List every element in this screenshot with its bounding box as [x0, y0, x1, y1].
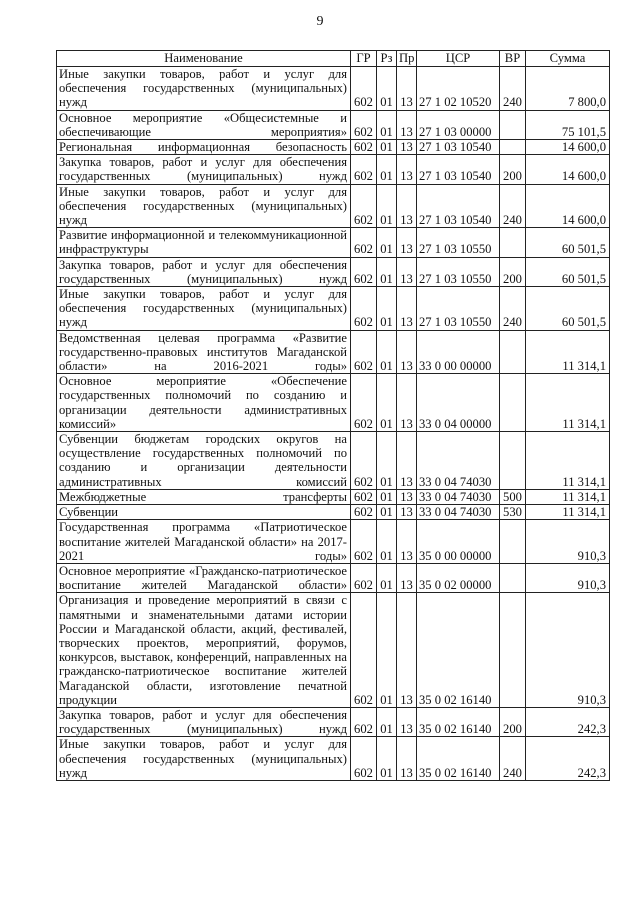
row-gr-cell: 602	[351, 707, 377, 736]
table-row	[57, 257, 610, 286]
row-csr-cell: 35 0 02 16140	[417, 593, 500, 708]
row-name-cell: Основное мероприятие «Гражданско-патриотическое воспитание жителей Магаданской области»	[57, 563, 351, 592]
row-csr-cell: 33 0 04 74030	[417, 505, 500, 520]
row-rz-cell: 01	[377, 330, 397, 374]
row-sum-cell: 910,3	[526, 593, 610, 708]
table-row	[57, 489, 610, 504]
row-gr-cell: 602	[351, 520, 377, 564]
row-csr-cell: 33 0 04 74030	[417, 489, 500, 504]
row-rz-cell: 01	[377, 257, 397, 286]
row-name-cell: Иные закупки товаров, работ и услуг для обеспечения государственных (муниципальных) нужд	[57, 287, 351, 331]
row-sum-cell: 60 501,5	[526, 228, 610, 257]
column-header-sum: Сумма	[526, 51, 610, 67]
row-csr-cell: 33 0 00 00000	[417, 330, 500, 374]
row-sum-cell: 14 600,0	[526, 184, 610, 228]
row-sum-cell: 242,3	[526, 737, 610, 781]
row-csr-cell: 27 1 03 10550	[417, 287, 500, 331]
table-row	[57, 520, 610, 564]
row-rz-cell: 01	[377, 737, 397, 781]
row-name-cell: Ведомственная целевая программа «Развитие государственно-правовых институтов Магаданской области» на 2016-2021 годы»	[57, 330, 351, 374]
table-row	[57, 228, 610, 257]
row-csr-cell: 27 1 03 10550	[417, 228, 500, 257]
table-row	[57, 707, 610, 736]
row-name-cell: Закупка товаров, работ и услуг для обеспечения государственных (муниципальных) нужд	[57, 257, 351, 286]
row-csr-cell: 35 0 00 00000	[417, 520, 500, 564]
row-pr-cell: 13	[397, 228, 417, 257]
row-rz-cell: 01	[377, 520, 397, 564]
row-vr-cell: 500	[500, 489, 526, 504]
row-csr-cell: 35 0 02 16140	[417, 707, 500, 736]
table-row	[57, 184, 610, 228]
row-sum-cell: 11 314,1	[526, 330, 610, 374]
row-name-cell: Развитие информационной и телекоммуникационной инфраструктуры	[57, 228, 351, 257]
row-pr-cell: 13	[397, 489, 417, 504]
row-pr-cell: 13	[397, 184, 417, 228]
row-vr-cell	[500, 432, 526, 490]
column-header-vr: ВР	[500, 51, 526, 67]
row-vr-cell	[500, 228, 526, 257]
row-rz-cell: 01	[377, 489, 397, 504]
row-sum-cell: 14 600,0	[526, 155, 610, 184]
row-gr-cell: 602	[351, 374, 377, 432]
row-sum-cell: 910,3	[526, 520, 610, 564]
row-name-cell: Иные закупки товаров, работ и услуг для обеспечения государственных (муниципальных) нужд	[57, 184, 351, 228]
row-name-cell: Закупка товаров, работ и услуг для обеспечения государственных (муниципальных) нужд	[57, 707, 351, 736]
row-csr-cell: 35 0 02 00000	[417, 563, 500, 592]
row-vr-cell: 200	[500, 707, 526, 736]
row-gr-cell: 602	[351, 228, 377, 257]
row-vr-cell: 200	[500, 155, 526, 184]
row-vr-cell	[500, 110, 526, 139]
row-pr-cell: 13	[397, 330, 417, 374]
row-gr-cell: 602	[351, 563, 377, 592]
row-name-cell: Основное мероприятие «Общесистемные и обеспечивающие мероприятия»	[57, 110, 351, 139]
row-gr-cell: 602	[351, 330, 377, 374]
row-csr-cell: 35 0 02 16140	[417, 737, 500, 781]
table-header-row	[57, 51, 610, 67]
row-sum-cell: 75 101,5	[526, 110, 610, 139]
row-vr-cell: 530	[500, 505, 526, 520]
row-gr-cell: 602	[351, 489, 377, 504]
row-sum-cell: 11 314,1	[526, 374, 610, 432]
row-rz-cell: 01	[377, 374, 397, 432]
table-row	[57, 67, 610, 111]
row-rz-cell: 01	[377, 67, 397, 111]
row-pr-cell: 13	[397, 257, 417, 286]
row-name-cell: Организация и проведение мероприятий в связи с памятными и знаменательными датами истории России и Магаданской области, акций, фестивалей, творческих проектов, мероприятий, форумов, конкурсов, выставок, конференций, направленных на гражданско-патриотическое воспитание жителей Магаданской области, изготовление печатной продукции	[57, 593, 351, 708]
row-gr-cell: 602	[351, 737, 377, 781]
row-vr-cell: 240	[500, 67, 526, 111]
row-vr-cell	[500, 520, 526, 564]
row-csr-cell: 27 1 02 10520	[417, 67, 500, 111]
row-csr-cell: 33 0 04 74030	[417, 432, 500, 490]
row-csr-cell: 27 1 03 10550	[417, 257, 500, 286]
row-vr-cell: 240	[500, 184, 526, 228]
row-name-cell: Иные закупки товаров, работ и услуг для обеспечения государственных (муниципальных) нужд	[57, 737, 351, 781]
row-pr-cell: 13	[397, 707, 417, 736]
table-row	[57, 110, 610, 139]
row-name-cell: Межбюджетные трансферты	[57, 489, 351, 504]
row-name-cell: Государственная программа «Патриотическое воспитание жителей Магаданской области» на 2017-2021 годы»	[57, 520, 351, 564]
row-rz-cell: 01	[377, 110, 397, 139]
row-pr-cell: 13	[397, 520, 417, 564]
table-row	[57, 505, 610, 520]
row-name-cell: Региональная информационная безопасность	[57, 140, 351, 155]
row-sum-cell: 910,3	[526, 563, 610, 592]
row-name-cell: Субвенции бюджетам городских округов на осуществление государственных полномочий по созданию и организации деятельности административных комиссий	[57, 432, 351, 490]
row-vr-cell	[500, 374, 526, 432]
table-row	[57, 374, 610, 432]
row-gr-cell: 602	[351, 432, 377, 490]
column-header-rz: Рз	[377, 51, 397, 67]
row-gr-cell: 602	[351, 110, 377, 139]
row-gr-cell: 602	[351, 593, 377, 708]
row-csr-cell: 27 1 03 10540	[417, 155, 500, 184]
column-header-csr: ЦСР	[417, 51, 500, 67]
row-vr-cell	[500, 593, 526, 708]
table-row	[57, 155, 610, 184]
row-sum-cell: 242,3	[526, 707, 610, 736]
column-header-gr: ГР	[351, 51, 377, 67]
table-row	[57, 140, 610, 155]
row-pr-cell: 13	[397, 737, 417, 781]
row-name-cell: Иные закупки товаров, работ и услуг для обеспечения государственных (муниципальных) нужд	[57, 67, 351, 111]
row-gr-cell: 602	[351, 140, 377, 155]
row-pr-cell: 13	[397, 593, 417, 708]
row-rz-cell: 01	[377, 140, 397, 155]
row-rz-cell: 01	[377, 228, 397, 257]
row-gr-cell: 602	[351, 67, 377, 111]
table-row	[57, 287, 610, 331]
row-sum-cell: 11 314,1	[526, 505, 610, 520]
row-sum-cell: 60 501,5	[526, 257, 610, 286]
row-pr-cell: 13	[397, 563, 417, 592]
row-name-cell: Основное мероприятие «Обеспечение государственных полномочий по созданию и организации деятельности административных комиссий»	[57, 374, 351, 432]
table-row	[57, 593, 610, 708]
column-header-pr: Пр	[397, 51, 417, 67]
table-row	[57, 563, 610, 592]
row-rz-cell: 01	[377, 155, 397, 184]
row-pr-cell: 13	[397, 287, 417, 331]
row-vr-cell	[500, 330, 526, 374]
row-csr-cell: 33 0 04 00000	[417, 374, 500, 432]
table-row	[57, 737, 610, 781]
row-gr-cell: 602	[351, 257, 377, 286]
row-pr-cell: 13	[397, 505, 417, 520]
row-pr-cell: 13	[397, 155, 417, 184]
row-vr-cell: 240	[500, 737, 526, 781]
row-csr-cell: 27 1 03 10540	[417, 140, 500, 155]
row-csr-cell: 27 1 03 10540	[417, 184, 500, 228]
row-rz-cell: 01	[377, 505, 397, 520]
row-vr-cell: 240	[500, 287, 526, 331]
row-gr-cell: 602	[351, 505, 377, 520]
row-sum-cell: 14 600,0	[526, 140, 610, 155]
row-pr-cell: 13	[397, 110, 417, 139]
row-pr-cell: 13	[397, 67, 417, 111]
row-gr-cell: 602	[351, 155, 377, 184]
row-vr-cell	[500, 563, 526, 592]
column-header-name: Наименование	[57, 51, 351, 67]
row-pr-cell: 13	[397, 374, 417, 432]
row-gr-cell: 602	[351, 287, 377, 331]
row-sum-cell: 11 314,1	[526, 489, 610, 504]
row-rz-cell: 01	[377, 593, 397, 708]
row-name-cell: Субвенции	[57, 505, 351, 520]
row-pr-cell: 13	[397, 140, 417, 155]
row-name-cell: Закупка товаров, работ и услуг для обеспечения государственных (муниципальных) нужд	[57, 155, 351, 184]
table-row	[57, 330, 610, 374]
row-pr-cell: 13	[397, 432, 417, 490]
row-rz-cell: 01	[377, 707, 397, 736]
row-vr-cell	[500, 140, 526, 155]
row-vr-cell: 200	[500, 257, 526, 286]
row-sum-cell: 7 800,0	[526, 67, 610, 111]
table-row	[57, 432, 610, 490]
row-csr-cell: 27 1 03 00000	[417, 110, 500, 139]
row-rz-cell: 01	[377, 432, 397, 490]
page-number: 9	[316, 14, 324, 29]
row-rz-cell: 01	[377, 287, 397, 331]
row-rz-cell: 01	[377, 563, 397, 592]
row-sum-cell: 60 501,5	[526, 287, 610, 331]
row-gr-cell: 602	[351, 184, 377, 228]
row-sum-cell: 11 314,1	[526, 432, 610, 490]
budget-table	[56, 50, 610, 781]
row-rz-cell: 01	[377, 184, 397, 228]
table-body	[57, 67, 610, 781]
